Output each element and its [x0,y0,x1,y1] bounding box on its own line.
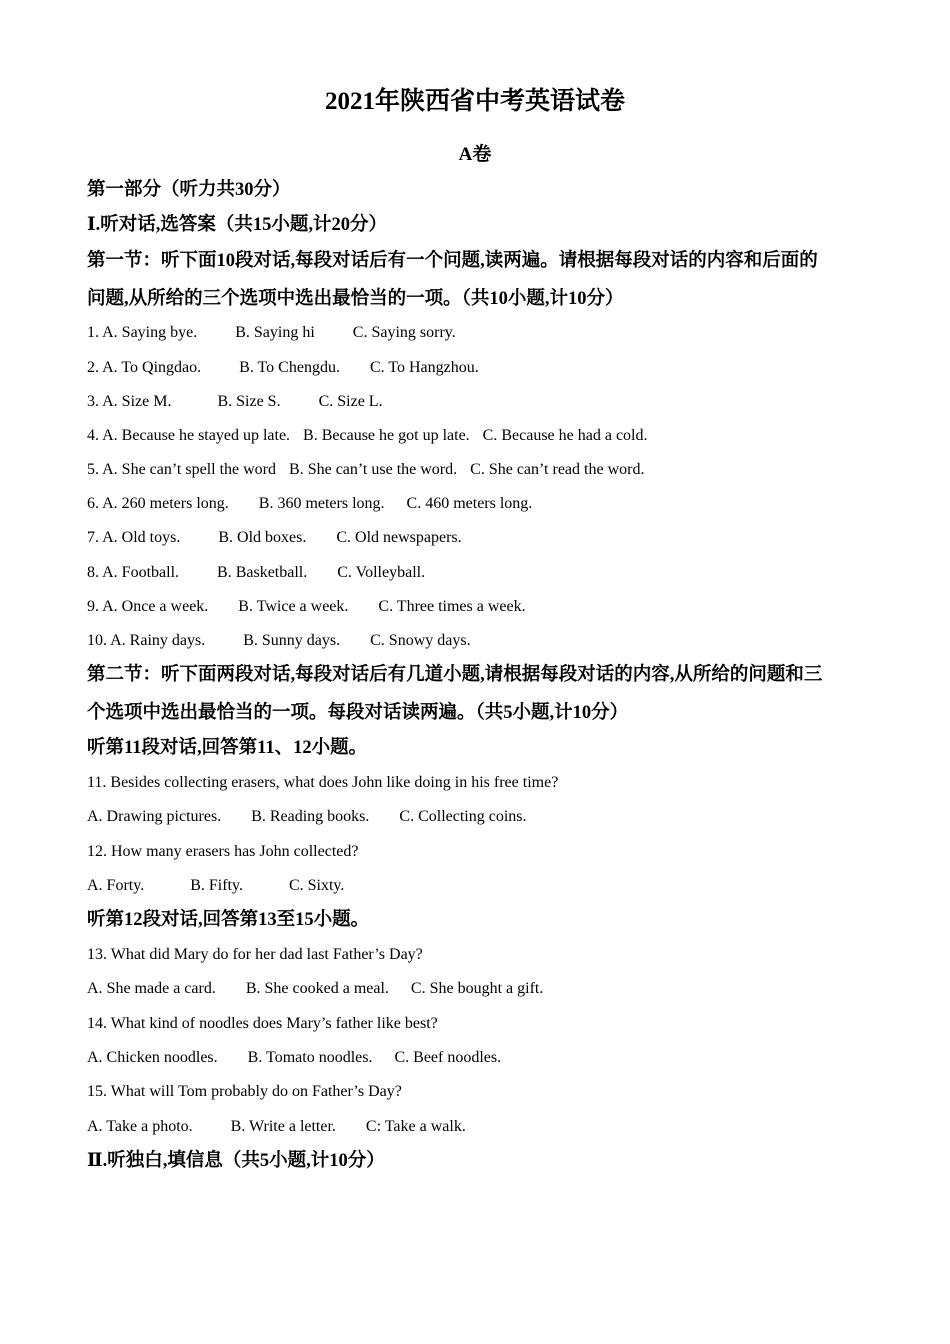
node2-instruction-line2: 个选项中选出最恰当的一项。每段对话读两遍。（共5小题,计10分） [87,703,629,723]
option-a: 8. A. Football. [87,564,180,581]
option-c: C. Three times a week. [378,598,526,615]
question-2 [87,357,867,379]
option-b: B. Reading books. [251,808,370,825]
question-12-options [87,875,867,897]
question-11-options [87,806,867,828]
option-a: 10. A. Rainy days. [87,632,206,649]
section-2-heading: Ⅱ.听独白,填信息（共5小题,计10分） [87,1151,385,1171]
part1-heading: 第一部分（听力共30分） [87,180,291,200]
option-a: 4. A. Because he stayed up late. [87,427,291,444]
option-b: B. Write a letter. [230,1118,336,1135]
node1-instruction-line2: 问题,从所给的三个选项中选出最恰当的一项。（共10小题,计10分） [87,289,624,309]
question-1 [87,322,867,344]
option-b: B. Tomato noodles. [247,1049,373,1066]
option-a: A. Forty. [87,877,145,894]
question-15-stem: 15. What will Tom probably do on Father’s Day? [87,1083,402,1100]
option-c: C. Volleyball. [337,564,426,581]
question-9 [87,596,867,618]
question-13-options [87,978,867,1000]
option-c: C. Sixty. [288,877,345,894]
option-c: C. Size L. [318,393,383,410]
option-b: B. Old boxes. [218,529,307,546]
question-8 [87,562,867,584]
option-c: C. Because he had a cold. [482,427,648,444]
option-c: C. To Hangzhou. [369,359,479,376]
option-a: 2. A. To Qingdao. [87,359,202,376]
option-b: B. Saying hi [235,324,315,341]
section-1-heading: Ⅰ.听对话,选答案（共15小题,计20分） [87,215,388,235]
question-5 [87,459,867,481]
paper-label: A卷 [458,144,492,165]
option-c: C. Collecting coins. [399,808,527,825]
question-12-stem: 12. How many erasers has John collected? [87,843,359,860]
option-b: B. Fifty. [190,877,243,894]
option-b: B. Because he got up late. [303,427,470,444]
option-b: B. 360 meters long. [258,495,385,512]
option-b: B. Size S. [217,393,281,410]
node2-instruction-line1: 第二节：听下面两段对话,每段对话后有几道小题,请根据每段对话的内容,从所给的问题和三 [87,665,823,685]
option-a: 1. A. Saying bye. [87,324,198,341]
option-c: C. Beef noodles. [394,1049,502,1066]
option-c: C. Saying sorry. [352,324,456,341]
option-a: A. Drawing pictures. [87,808,222,825]
option-a: 5. A. She can’t spell the word [87,461,277,478]
option-a: A. Chicken noodles. [87,1049,218,1066]
option-a: A. Take a photo. [87,1118,193,1135]
option-c: C: Take a walk. [365,1118,466,1135]
question-14-stem: 14. What kind of noodles does Mary’s father like best? [87,1015,438,1032]
option-c: C. Old newspapers. [336,529,462,546]
option-a: A. She made a card. [87,980,216,997]
option-a: 6. A. 260 meters long. [87,495,229,512]
question-10 [87,630,867,652]
question-6 [87,493,867,515]
option-a: 7. A. Old toys. [87,529,181,546]
question-11-stem: 11. Besides collecting erasers, what does John like doing in his free time? [87,774,559,791]
question-7 [87,527,867,549]
question-13-stem: 13. What did Mary do for her dad last Father’s Day? [87,946,423,963]
dialog-12-heading: 听第12段对话,回答第13至15小题。 [87,910,370,930]
question-3 [87,391,867,413]
option-c: C. Snowy days. [370,632,471,649]
option-a: 3. A. Size M. [87,393,172,410]
option-b: B. Twice a week. [238,598,349,615]
question-14-options [87,1047,867,1069]
exam-title: 2021年陕西省中考英语试卷 [324,88,625,115]
option-c: C. 460 meters long. [406,495,533,512]
option-b: B. She cooked a meal. [245,980,389,997]
question-15-options [87,1116,867,1138]
option-b: B. Basketball. [217,564,308,581]
question-4 [87,425,867,447]
option-a: 9. A. Once a week. [87,598,209,615]
option-b: B. She can’t use the word. [289,461,458,478]
dialog-11-heading: 听第11段对话,回答第11、12小题。 [87,738,368,758]
option-c: C. She bought a gift. [410,980,544,997]
option-b: B. Sunny days. [243,632,341,649]
option-b: B. To Chengdu. [239,359,340,376]
node1-instruction-line1: 第一节：听下面10段对话,每段对话后有一个问题,读两遍。请根据每段对话的内容和后面的 [87,251,818,271]
option-c: C. She can’t read the word. [470,461,645,478]
